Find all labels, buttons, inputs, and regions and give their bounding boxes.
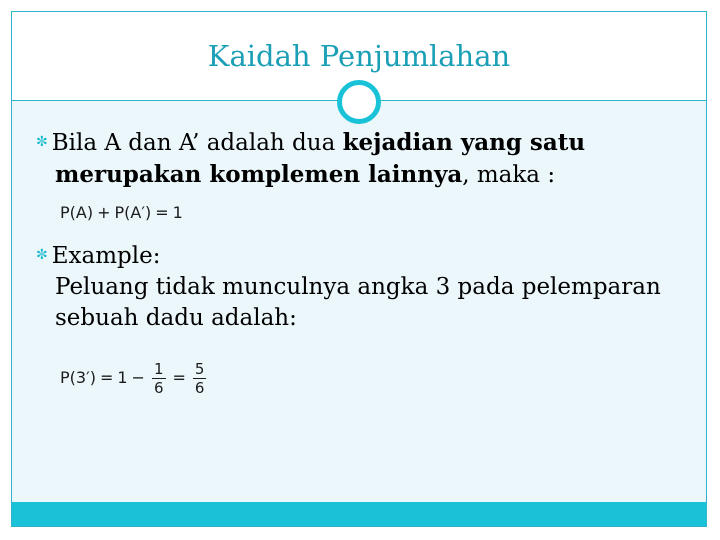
bullet1-bold-a: kejadian yang satu: [342, 129, 586, 156]
fraction1-denominator: 6: [153, 379, 164, 397]
bullet-icon: ✼: [36, 134, 48, 150]
bullet1-bold-b: merupakan komplemen lainnya: [55, 161, 463, 188]
fraction2-numerator: 5: [194, 360, 205, 378]
bullet2-line2: sebuah dadu adalah:: [55, 305, 297, 331]
formula2-minus: −: [131, 368, 145, 387]
fraction2-denominator: 6: [194, 379, 205, 397]
formula1-equals: =: [155, 203, 169, 222]
footer-bar: [12, 502, 706, 526]
bullet1-text-a: Bila A dan A’ adalah dua: [51, 130, 343, 156]
formula1-term1: P(A): [60, 203, 94, 222]
bullet-example: [36, 240, 661, 334]
formula1-term2: P(A′): [114, 203, 152, 222]
formula1-plus: +: [97, 203, 111, 222]
formula2-one: 1: [117, 368, 128, 387]
bullet2-line1: Peluang tidak munculnya angka 3 pada pelemparan: [55, 274, 661, 300]
bullet1-text-b: , maka :: [462, 162, 556, 188]
formula2-equals2: =: [172, 368, 186, 387]
divider-circle-ornament: [337, 80, 381, 124]
bullet-complement-rule: [36, 127, 585, 191]
bullet1-line2: [36, 159, 585, 191]
fraction1-numerator: 1: [153, 360, 164, 378]
slide-title: Kaidah Penjumlahan: [207, 39, 511, 73]
formula2-equals1: =: [99, 368, 114, 387]
formula1-result: 1: [172, 203, 183, 222]
formula2-lhs: P(3′): [60, 368, 96, 387]
bullet-icon: ✼: [36, 247, 48, 263]
formula-complement: [60, 203, 183, 222]
formula-example: [60, 360, 209, 397]
formula2-fraction2: [193, 360, 207, 397]
formula2-fraction1: [152, 360, 166, 397]
bullet2-label: Example:: [51, 243, 161, 269]
